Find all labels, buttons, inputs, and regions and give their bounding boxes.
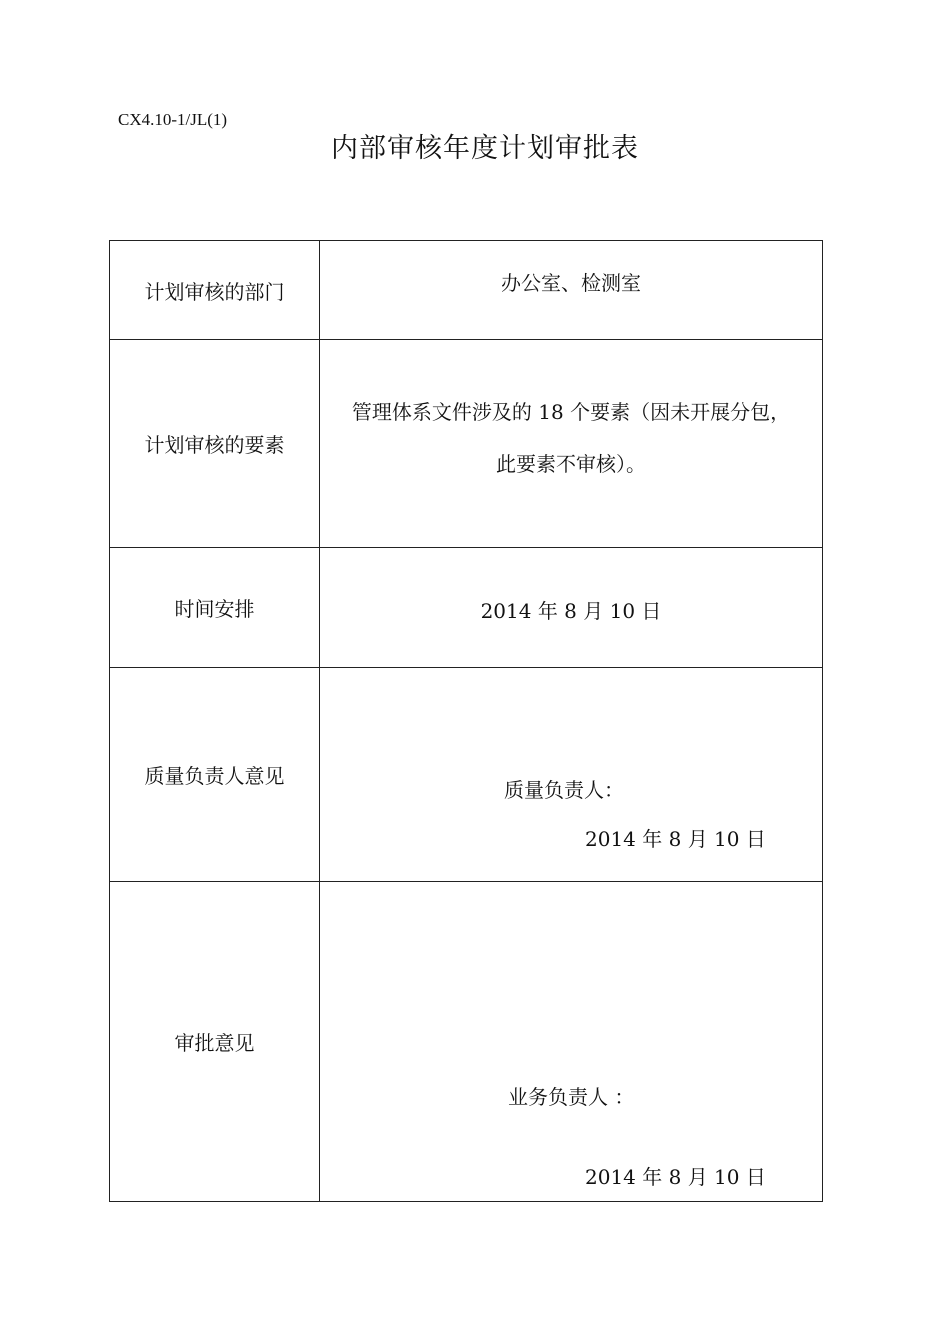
table-row (110, 548, 823, 668)
quality-opinion-cell (320, 668, 823, 882)
departments-value: 办公室、检测室 (501, 271, 641, 295)
table-row (110, 241, 823, 340)
row-label-elements: 计划审核的要素 (110, 340, 320, 548)
table-row (110, 882, 823, 1202)
approval-opinion-cell (320, 882, 823, 1202)
row-label-departments: 计划审核的部门 (110, 241, 320, 340)
schedule-cell (320, 548, 823, 668)
schedule-date: 2014 年 8 月 10 日 (480, 599, 662, 623)
elements-value-line2: 此要素不审核）。 (496, 452, 646, 476)
row-label-schedule: 时间安排 (110, 548, 320, 668)
approval-sign-date: 2014 年 8 月 10 日 (585, 1165, 766, 1189)
business-signer-label: 业务负责人 ： (508, 1085, 635, 1109)
quality-sign-date: 2014 年 8 月 10 日 (585, 827, 766, 851)
table-row (110, 340, 823, 548)
quality-signer-label: 质量负责人： (504, 778, 624, 802)
elements-value-line1: 管理体系文件涉及的 18 个要素（因未开展分包， (351, 400, 791, 424)
page-title: 内部审核年度计划审批表 (331, 133, 639, 164)
document-code: CX4.10-1/JL(1) (118, 110, 228, 129)
row-label-approval-opinion: 审批意见 (110, 882, 320, 1202)
row-label-quality-opinion: 质量负责人意见 (110, 668, 320, 882)
departments-cell (320, 241, 823, 340)
elements-cell (320, 340, 823, 548)
approval-form-table (109, 240, 823, 1202)
table-row (110, 668, 823, 882)
